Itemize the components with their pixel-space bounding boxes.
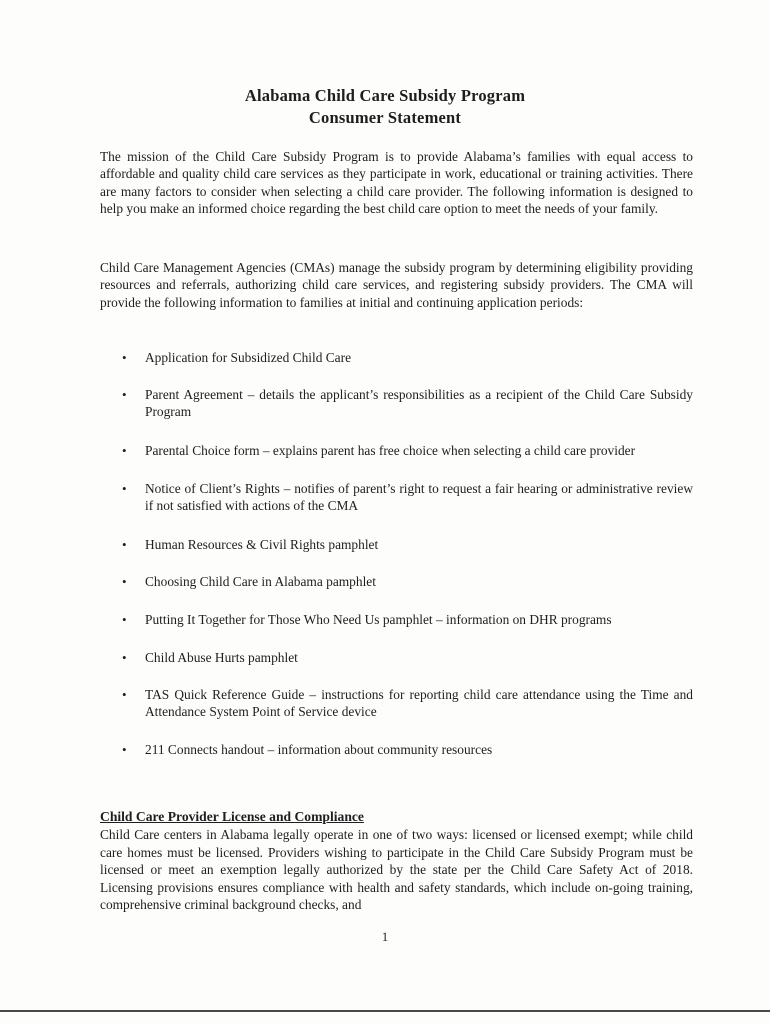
bullet-icon: •: [122, 574, 127, 589]
bullet-icon: •: [122, 742, 127, 757]
list-item-text: Choosing Child Care in Alabama pamphlet: [145, 574, 376, 589]
list-item-text: TAS Quick Reference Guide – instructions for reporting child care attendance using the Time and Attendance System Point of Service device: [145, 687, 693, 720]
list-item-text: Parental Choice form – explains parent has free choice when selecting a child care provider: [145, 443, 636, 458]
bullet-icon: •: [122, 350, 127, 365]
list-item-text: 211 Connects handout – information about community resources: [145, 742, 493, 757]
list-item-text: Putting It Together for Those Who Need Us pamphlet – information on DHR programs: [145, 612, 612, 627]
bullet-icon: •: [122, 443, 127, 458]
list-item-text: Notice of Client’s Rights – notifies of parent’s right to request a fair hearing or administrative review if not satisfied with actions of the CMA: [145, 481, 693, 514]
scan-edge-line: [0, 1010, 770, 1012]
page-number: 1: [381, 930, 389, 944]
mission-paragraph: The mission of the Child Care Subsidy Program is to provide Alabama’s families with equal access to affordable and quality child care services as they participate in work, educational or training activities. There are many factors to consider when selecting a child care provider. The following information is designed to help you make an informed choice regarding the best child care option to meet the needs of your family.: [100, 149, 693, 217]
bullet-icon: •: [122, 387, 127, 402]
list-item-text: Child Abuse Hurts pamphlet: [145, 650, 298, 665]
license-paragraph: Child Care centers in Alabama legally operate in one of two ways: licensed or licensed exempt; while child care homes must be licensed. Providers wishing to participate in the Child Care Subsidy Program must be licensed or meet an exemption legally authorized by the state per the Child Care Safety Act of 2018. Licensing provisions ensures compliance with health and safety standards, which include on-going training, comprehensive criminal background checks, and: [100, 827, 693, 913]
list-item-text: Human Resources & Civil Rights pamphlet: [145, 537, 379, 552]
section-heading: Child Care Provider License and Compliance: [100, 809, 364, 824]
list-item-text: Application for Subsidized Child Care: [145, 350, 352, 365]
document-subtitle: Consumer Statement: [308, 108, 462, 127]
bullet-icon: •: [122, 650, 127, 665]
document-title: Alabama Child Care Subsidy Program: [244, 86, 526, 105]
bullet-icon: •: [122, 537, 127, 552]
list-item-text: Parent Agreement – details the applicant’s responsibilities as a recipient of the Child Care Subsidy Program: [145, 387, 693, 420]
bullet-icon: •: [122, 612, 127, 627]
bullet-icon: •: [122, 481, 127, 496]
cma-paragraph: Child Care Management Agencies (CMAs) manage the subsidy program by determining eligibility providing resources and referrals, authorizing child care services, and registering subsidy providers. The CMA will provide the following information to families at initial and continuing application periods:: [100, 260, 693, 310]
bullet-icon: •: [122, 687, 127, 702]
